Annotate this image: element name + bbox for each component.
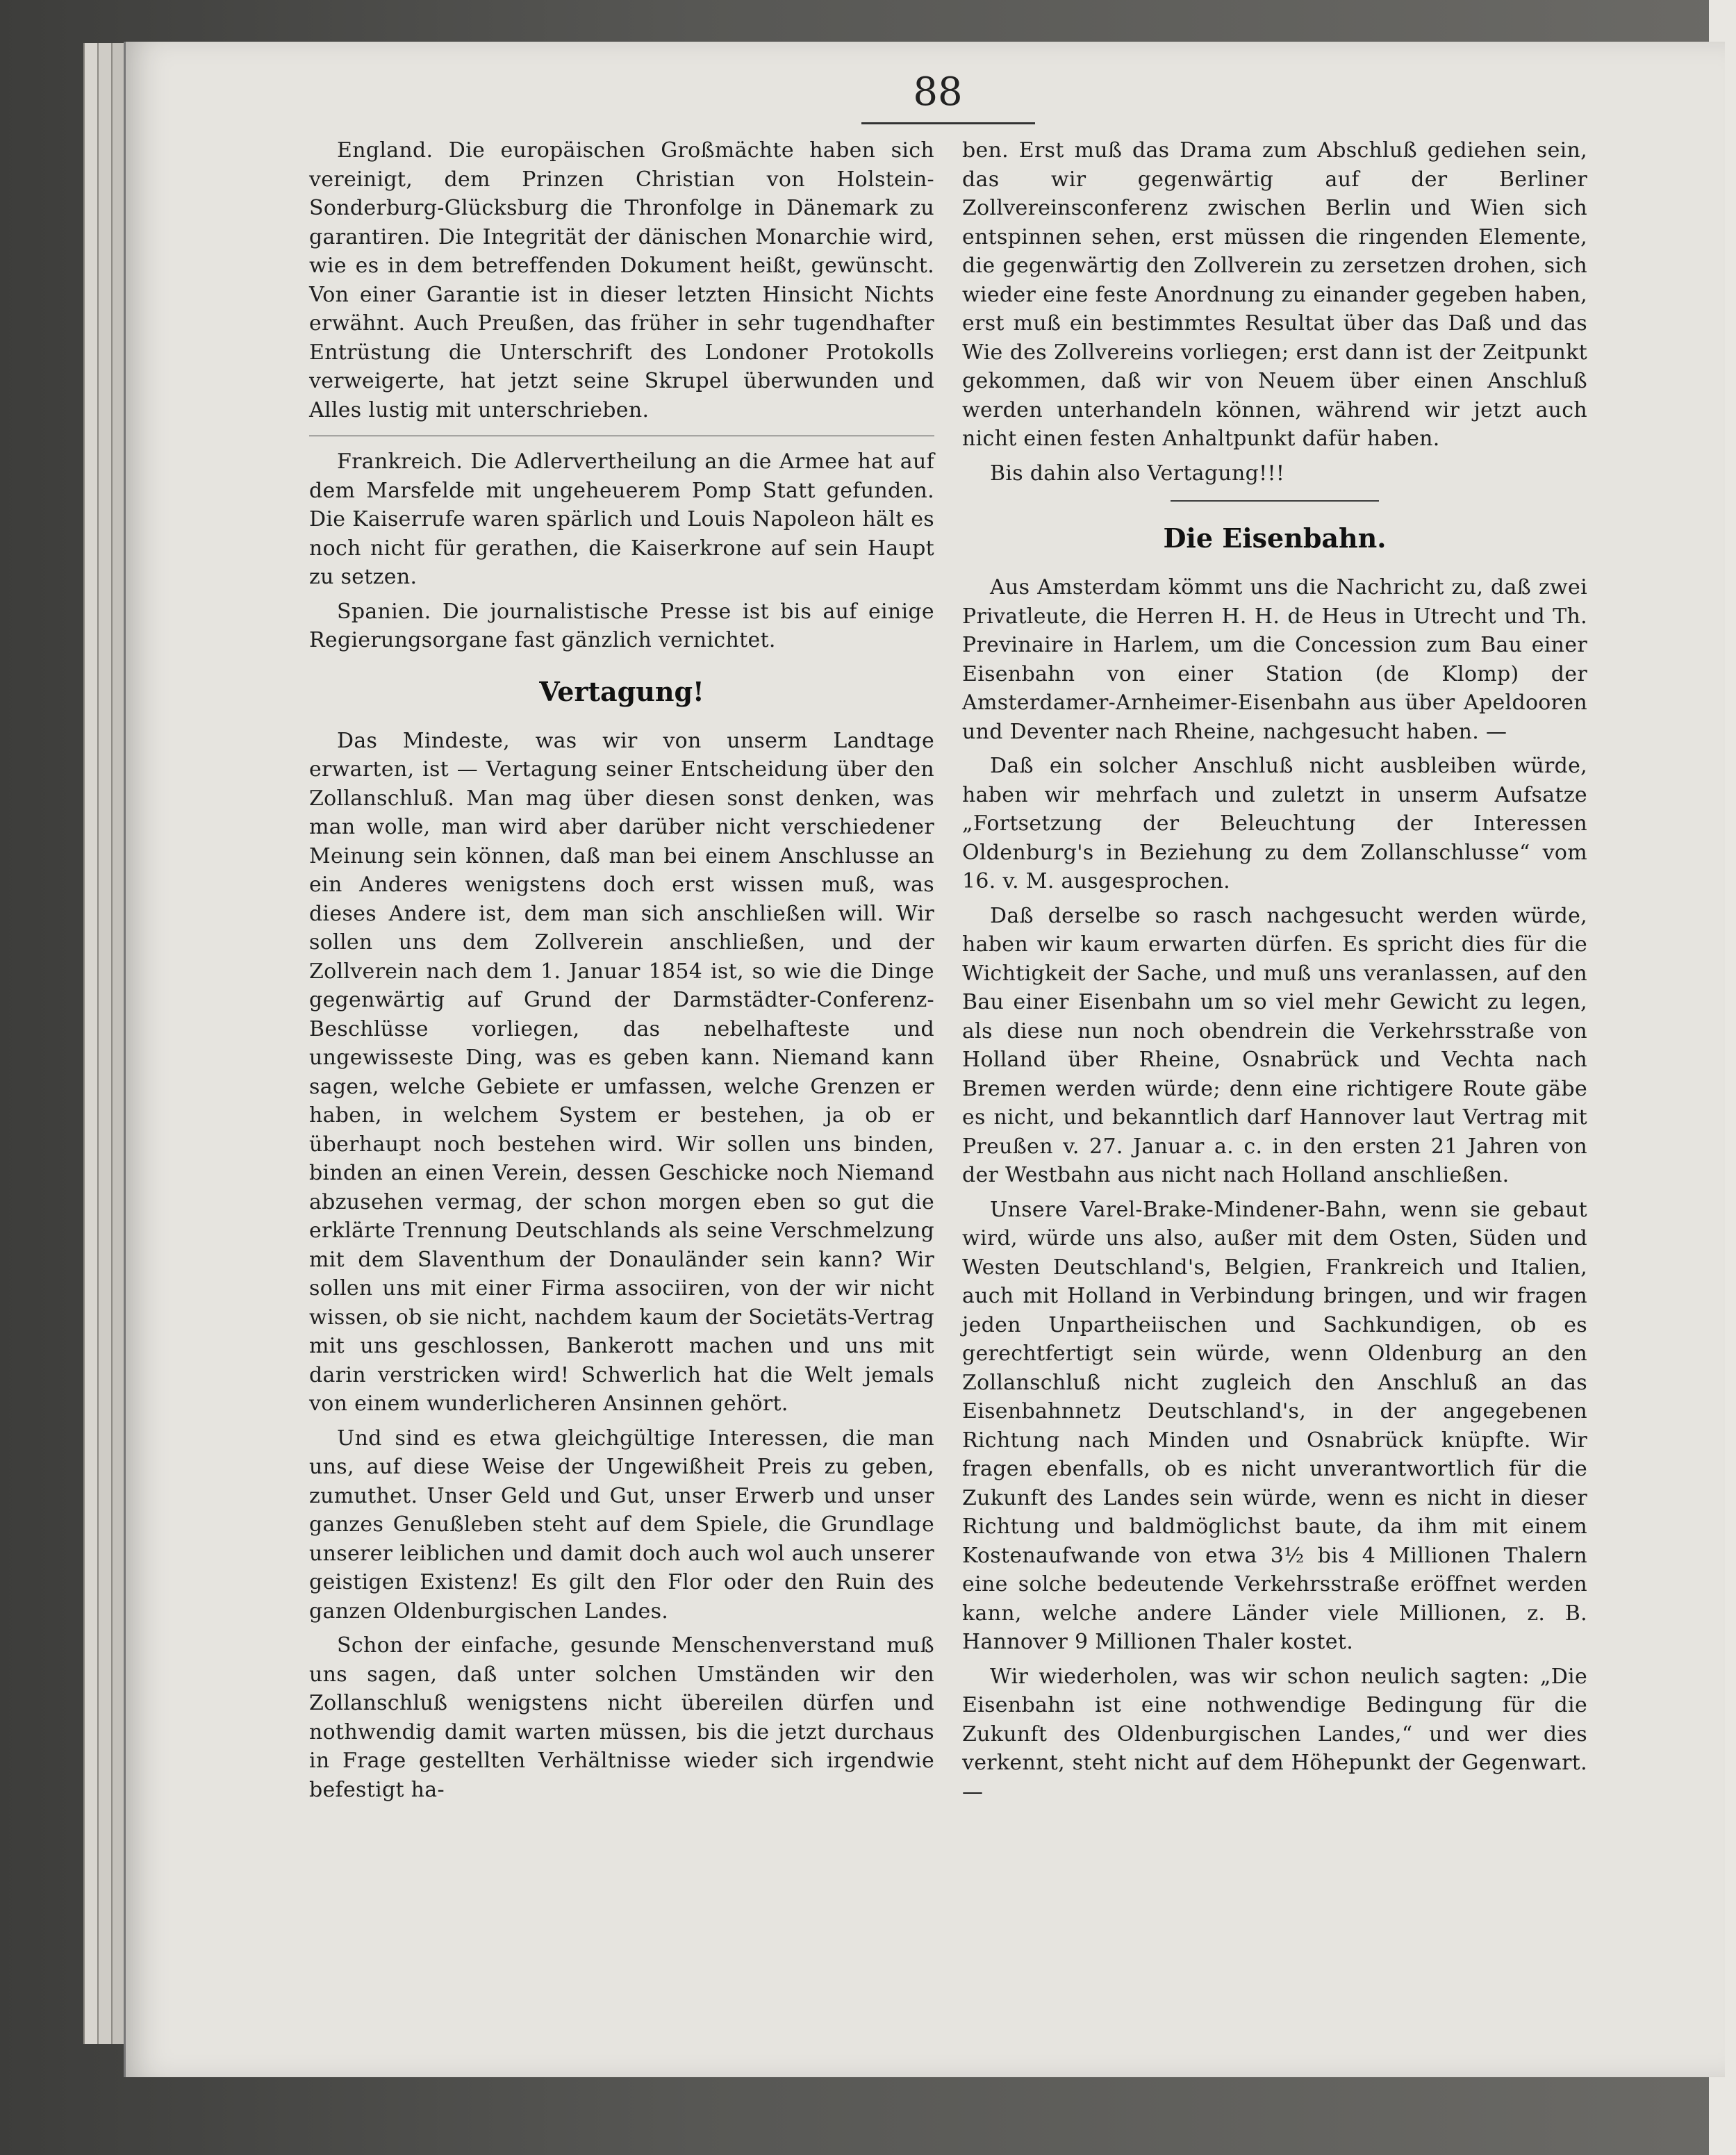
- vertagung-closing: Bis dahin also Vertagung!!!: [990, 461, 1285, 486]
- eisenbahn-paragraph-3: Daß derselbe so rasch nachgesucht werden würde, haben wir kaum erwarten dürfen. Es spricht dies für die Wichtigkeit der Sache, und muß uns veranlassen, auf den Bau einer Eisenbahn um so viel mehr Gewicht zu legen, als diese nun noch obendrein die Verkehrsstraße von Holland über Rheine, Osnabrück und Vechta nach Bremen werden würde; denn eine richtigere Route gäbe es nicht, und bekanntlich darf Hannover laut Vertrag mit Preußen v. 27. Januar a. c. in den ersten 21 Jahren von der Westbahn aus nicht nach Holland anschließen.: [962, 903, 1587, 1187]
- vertagung-continuation: ben. Erst muß das Drama zum Abschluß gediehen sein, das wir gegenwärtig auf der Berliner Zollvereinsconferenz zwischen Berlin und Wien sich entspinnen sehen, erst müssen die ringenden Elemente, die gegenwärtig den Zollverein zu zersetzen drohen, sich wieder eine feste Anordnung zu einander gegeben haben, erst muß ein bestimmtes Resultat über das Daß und das Wie des Zollvereins vorliegen; erst dann ist der Zeitpunkt gekommen, daß wir von Neuem über einen Anschluß werden unterhandeln können, während wir jetzt auch nicht einen festen Anhaltpunkt dafür haben.: [962, 138, 1587, 451]
- eisenbahn-paragraph-4: Unsere Varel-Brake-Mindener-Bahn, wenn sie gebaut wird, würde uns also, außer mit dem Osten, Süden und Westen Deutschland's, Belgien, Frankreich und Italien, auch mit Holland in Verbindung bringen, und wir fragen jeden Unpartheiischen und Sachkundigen, ob es gerechtfertigt sein würde, wenn Oldenburg an den Zollanschluß nicht zugleich den Anschluß an das Eisenbahnnetz Deutschland's, in der angegebenen Richtung nach Minden und Osnabrück knüpfte. Wir fragen ebenfalls, ob es nicht unverantwortlich für die Zukunft des Landes sein würde, wenn es nicht in dieser Richtung und baldmöglichst baute, da ihm mit einem Kostenaufwande von etwa 3½ bis 4 Millionen Thalern eine solche bedeutende Verkehrsstraße eröffnet werden kann, welche andere Länder viele Millionen, z. B. Hannover 9 Millionen Thaler kostet.: [962, 1197, 1587, 1654]
- heading-vertagung: Vertagung!: [539, 675, 704, 707]
- right-column: [962, 136, 1587, 1812]
- news-england: England. Die europäischen Großmächte haben sich vereinigt, dem Prinzen Christian von Holstein-Sonderburg-Glücksburg die Thronfolge in Dänemark zu garantiren. Die Integrität der dänischen Monarchie wird, wie es in dem betreffenden Dokument heißt, gewünscht. Von einer Garantie ist in dieser letzten Hinsicht Nichts erwähnt. Auch Preußen, das früher in sehr tugendhafter Entrüstung die Unterschrift des Londoner Protokolls verweigerte, hat jetzt seine Skrupel überwunden und Alles lustig mit unterschrieben.: [309, 138, 934, 422]
- vertagung-paragraph-1: Das Mindeste, was wir von unserm Landtage erwarten, ist — Vertagung seiner Entscheidung über den Zollanschluß. Man mag über diesen sonst denken, was man wolle, man wird aber darüber nicht verschiedener Meinung sein können, daß man bei einem Anschlusse an ein Anderes wenigstens doch erst wissen muß, was dieses Andere ist, dem man sich anschließen will. Wir sollen uns dem Zollverein anschließen, und der Zollverein nach dem 1. Januar 1854 ist, so wie die Dinge gegenwärtig auf Grund der Darmstädter-Conferenz-Beschlüsse vorliegen, das nebelhafteste und ungewisseste Ding, was es geben kann. Niemand kann sagen, welche Gebiete er umfassen, welche Grenzen er haben, in welchem System er bestehen, ja ob er überhaupt noch bestehen wird. Wir sollen uns binden, binden an einen Verein, dessen Geschicke noch Niemand abzusehen vermag, der schon morgen eben so gut die erklärte Trennung Deutschlands als seine Verschmelzung mit dem Slaventhum der Donauländer sein kann? Wir sollen uns mit einer Firma associiren, von der wir nicht wissen, ob sie nicht, nachdem kaum der Societäts-Vertrag mit uns geschlossen, Bankerott machen und uns mit darin verstricken wird! Schwerlich hat die Welt jemals von einem wunderlicheren Ansinnen gehört.: [309, 728, 934, 1416]
- news-frankreich: Frankreich. Die Adlervertheilung an die Armee hat auf dem Marsfelde mit ungeheuerem Pomp Statt gefunden. Die Kaiserrufe waren spärlich und Louis Napoleon hält es noch nicht für gerathen, die Kaiserkrone auf sein Haupt zu setzen.: [309, 449, 934, 589]
- eisenbahn-paragraph-5: Wir wiederholen, was wir schon neulich sagten: „Die Eisenbahn ist eine nothwendige Bedingung für die Zukunft des Oldenburgischen Landes,“ und wer dies verkennt, steht nicht auf dem Höhepunkt der Gegenwart. —: [962, 1664, 1587, 1804]
- page-number: 88: [913, 69, 963, 115]
- eisenbahn-paragraph-2: Daß ein solcher Anschluß nicht ausbleiben würde, haben wir mehrfach und zuletzt in unserm Aufsatze „Fortsetzung der Beleuchtung der Interessen Oldenburg's in Beziehung zu dem Zollanschlusse“ vom 16. v. M. ausgesprochen.: [962, 754, 1587, 893]
- left-column: [309, 136, 934, 1810]
- heading-eisenbahn: Die Eisenbahn.: [1163, 522, 1387, 554]
- eisenbahn-paragraph-1: Aus Amsterdam kömmt uns die Nachricht zu, daß zwei Privatleute, die Herren H. H. de Heus in Utrecht und Th. Previnaire in Harlem, um die Concession zum Bau einer Eisenbahn von einer Station (de Klomp) der Amsterdamer-Arnheimer-Eisenbahn aus über Apeldooren und Deventer nach Rheine, nachgesucht haben. —: [962, 575, 1587, 744]
- page-number-rule: [861, 122, 1035, 124]
- vertagung-paragraph-3: Schon der einfache, gesunde Menschenverstand muß uns sagen, daß unter solchen Umständen wir den Zollanschluß wenigstens nicht übereilen dürfen und nothwendig damit warten müssen, bis die jetzt durchaus in Frage gestellten Verhältnisse wieder sich irgendwie befestigt ha-: [309, 1633, 934, 1802]
- vertagung-paragraph-2: Und sind es etwa gleichgültige Interessen, die man uns, auf diese Weise der Ungewißheit Preis zu geben, zumuthet. Unser Geld und Gut, unser Erwerb und unser ganzes Genußleben steht auf dem Spiele, die Grundlage unserer leiblichen und damit doch auch wol auch unserer geistigen Existenz! Es gilt den Flor oder den Ruin des ganzen Oldenburgischen Landes.: [309, 1426, 934, 1624]
- news-spanien: Spanien. Die journalistische Presse ist bis auf einige Regierungsorgane fast gänzlich vernichtet.: [309, 599, 934, 652]
- section-rule: [1171, 500, 1379, 502]
